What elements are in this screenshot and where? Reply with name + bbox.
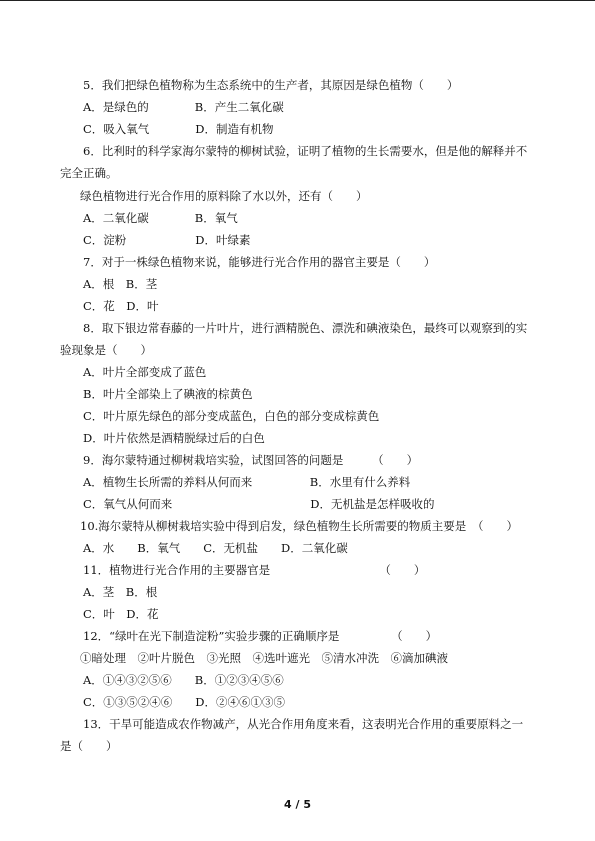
q12-steps: ①暗处理 ②叶片脱色 ③光照 ④选叶遮光 ⑤清水冲洗 ⑥滴加碘液: [80, 651, 448, 665]
q8-option-c: C．叶片原先绿色的部分变成蓝色，白色的部分变成棕黄色: [83, 409, 380, 423]
q5-stem: 5．我们把绿色植物称为生态系统中的生产者，其原因是绿色植物（ ）: [83, 78, 459, 92]
q6-question: 绿色植物进行光合作用的原料除了水以外，还有（ ）: [80, 189, 368, 203]
q13-stem-cont: 是（ ）: [60, 739, 118, 753]
q8-option-d: D．叶片依然是酒精脱绿过后的白色: [83, 431, 265, 445]
q7-option-cd: C．花 D．叶: [83, 299, 159, 313]
q9-option-ab: A．植物生长所需的养料从何而来 B．水里有什么养料: [83, 475, 411, 489]
q11-option-cd: C．叶 D．花: [83, 607, 159, 621]
page-number: 4 / 5: [284, 798, 311, 811]
q8-option-b: B．叶片全部染上了碘液的棕黄色: [83, 387, 253, 401]
q8-stem-cont: 验现象是（ ）: [60, 343, 152, 357]
q12-option-ab: A．①④③②⑤⑥ B．①②③④⑤⑥: [83, 673, 284, 687]
q5-option-cd: C．吸入氧气 D．制造有机物: [83, 122, 274, 136]
q6-stem: 6．比利时的科学家海尔蒙特的柳树试验，证明了植物的生长需要水，但是他的解释并不: [83, 144, 528, 158]
q10-options: A．水 B．氧气 C．无机盐 D．二氧化碳: [83, 541, 348, 555]
q6-option-ab: A．二氧化碳 B．氧气: [83, 211, 238, 225]
q9-option-cd: C．氧气从何而来 D．无机盐是怎样吸收的: [83, 497, 435, 511]
q11-stem: 11．植物进行光合作用的主要器官是 （ ）: [83, 563, 426, 577]
q12-stem: 12．“绿叶在光下制造淀粉”实验步骤的正确顺序是 （ ）: [83, 629, 438, 643]
q9-stem: 9．海尔蒙特通过柳树栽培实验，试图回答的问题是 （ ）: [83, 453, 419, 467]
q7-stem: 7．对于一株绿色植物来说，能够进行光合作用的器官主要是（ ）: [83, 255, 436, 269]
q8-stem: 8．取下银边常春藤的一片叶片，进行酒精脱色、漂洗和碘液染色，最终可以观察到的实: [83, 321, 528, 335]
q10-stem: 10.海尔蒙特从柳树栽培实验中得到启发，绿色植物生长所需要的物质主要是 （ ）: [80, 519, 519, 533]
q6-stem-cont: 完全正确。: [60, 166, 118, 180]
q12-option-cd: C．①③⑤②④⑥ D．②④⑥①③⑤: [83, 695, 286, 709]
q5-option-ab: A．是绿色的 B．产生二氧化碳: [83, 100, 284, 114]
q11-option-ab: A．茎 B．根: [83, 585, 158, 599]
q7-option-ab: A．根 B．茎: [83, 277, 158, 291]
top-rule: [0, 0, 595, 1]
q8-option-a: A．叶片全部变成了蓝色: [83, 365, 207, 379]
q6-option-cd: C．淀粉 D．叶绿素: [83, 233, 251, 247]
q13-stem: 13．干旱可能造成农作物减产，从光合作用角度来看，这表明光合作用的重要原料之一: [83, 717, 524, 731]
